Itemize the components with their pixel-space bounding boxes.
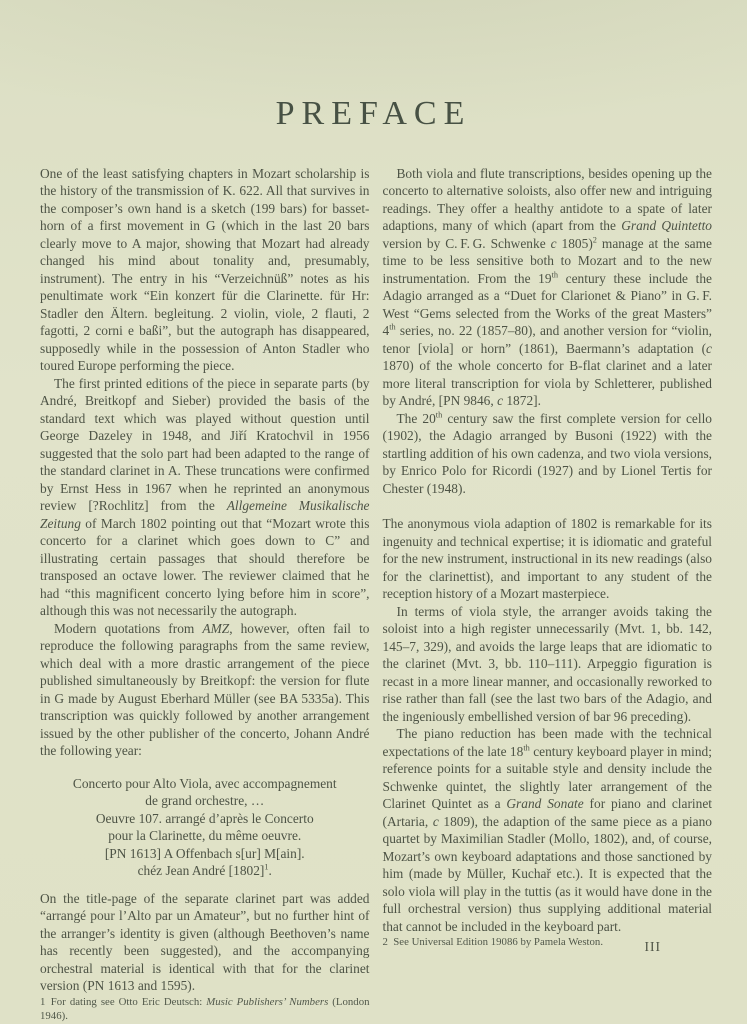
- text-run: Grand Quintetto: [621, 218, 712, 234]
- paragraph: [40, 375, 370, 620]
- text-run: AMZ: [202, 620, 230, 636]
- text-run: [PN 1613] A Offenbach s[ur] M[ain].: [104, 845, 305, 861]
- quotation-line: [40, 845, 370, 863]
- text-run: The 20: [396, 410, 436, 426]
- text-run: On the title-page of the separate clarinet part was added “arrangé pour l’Alto par un Amateur”, but no further hint of the arranger’s identity is given (although Beethoven’s name has recently been suggested), and the accompanying orchestral material is identical with that for the clarinet version (PN 1613 and 1595).: [40, 890, 370, 994]
- text-run: Both viola and flute transcriptions, besides opening up the concerto to alternative soloists, also offer new and intriguing readings. They offer a healthy antidote to a spate of later adaptions, many of which (apart from the: [382, 165, 712, 234]
- text-run: .: [268, 863, 272, 879]
- text-run: th: [551, 270, 559, 280]
- text-run: , however, often fail to reproduce the following paragraphs from the same review, which deal with a more drastic arrangement of the piece published simultaneously by Breitkopf: the version for flute in G made by August Eberhard Müller (see BA 5335a). This transcription was quickly followed by another arrangement issued by the other publisher of the concerto, Johann André the following year:: [40, 620, 370, 759]
- quotation-line: [40, 827, 370, 845]
- paragraph: [383, 515, 713, 603]
- text-run: Oeuvre 107. arrangé d’après le Concerto: [95, 810, 314, 826]
- text-run: chéz Jean André [1802]: [137, 863, 265, 879]
- quotation-line: [40, 862, 370, 880]
- footnote-2: [383, 935, 713, 950]
- paragraph: [383, 603, 713, 726]
- text-run: century these include the Adagio arranged as a “Duet for Clarionet & Piano” in G. F. West “Gems selected from the Works of the great Masters” 4: [382, 270, 712, 339]
- page-title: PREFACE: [275, 94, 472, 132]
- text-run: 1: [264, 862, 269, 872]
- text-run: c: [550, 235, 557, 251]
- text-run: The piano reduction has been made with the technical expectations of the late 18: [382, 726, 712, 759]
- paragraph: [383, 165, 713, 410]
- text-run: 1870) of the whole concerto for B-flat clarinet and a later more literal transcription for viola by Schletterer, published by André, [PN 9846,: [382, 358, 712, 409]
- quotation-line: [40, 792, 370, 810]
- text-run: series, no. 22 (1857–80), and another version for “violin, tenor [viola] or horn” (1861), Baermann’s adaptation (: [382, 323, 712, 356]
- text-run: 2 See Universal Edition 19086 by Pamela Weston.: [382, 936, 604, 949]
- quotation-line: [40, 775, 370, 793]
- text-run: c: [432, 813, 439, 829]
- text-run: version by C. F. G. Schwenke: [382, 235, 551, 251]
- paragraph: [383, 410, 713, 498]
- text-run: Modern quotations from: [54, 620, 203, 636]
- text-run: (London 1946).: [40, 995, 370, 1023]
- text-run: of March 1802 pointing out that “Mozart wrote this concerto for a clarinet which goes down to C” and illustrating certain passages that should therefore be transposed an octave lower. The reviewer claimed that he had “this magnificent concerto lying before him in score”, although this was not necessarily the autograph.: [40, 515, 370, 619]
- text-run: One of the least satisfying chapters in Mozart scholarship is the history of the transmission of K. 622. All that survives in the composer’s own hand is a sketch (199 bars) for basset-horn of a first movement in G (which in the last 20 bars clearly move to A major, showing that Mozart had already changed his mind about tonality and, presumably, instrument). The entry in his “Verzeichnüß” notes as his penultimate work “Ein konzert für die Clarinette. für Hr: Stadler den Ältern. begleitung. 2 violin, viole, 2 flauti, 2 fagotti, 2 corni e baßi”, but the autograph has disappeared, supposedly while in the possession of Anton Stadler who toured Europe performing the piece.: [40, 165, 370, 374]
- text-run: 2: [592, 235, 597, 245]
- text-run: century saw the first complete version for cello (1902), the Adagio arranged by Busoni (1922) with the startling addition of his own cadenza, and two viola versions, by Enrico Polo for Ricordi (1927) and by Lionel Tertis for Chester (1948).: [382, 410, 712, 496]
- text-run: for piano and clarinet (Artaria,: [382, 796, 713, 829]
- quotation-block: [40, 775, 370, 880]
- text-run: de grand orchestre, …: [145, 793, 265, 809]
- left-column: [40, 165, 370, 1023]
- text-run: 1809), the adaption of the same piece as a piano quartet by Maximilian Stadler (Mollo, 1802), and, of course, Mozart’s own keyboard adaptations and those sanctioned by him (made by Müller, Kuchař etc.). It is expected that the solo viola will play in the tuttis (as it would have done in the full orchestral version) thus supplying additional material that cannot be included in the keyboard part.: [382, 813, 712, 934]
- text-run: c: [497, 393, 504, 409]
- paragraph: [40, 620, 370, 760]
- text-run: 1872].: [503, 393, 541, 409]
- page-number: III: [644, 938, 661, 954]
- text-run: manage at the same time to be less sensitive both to Mozart and to the new instrumentation. From the 19: [382, 235, 712, 286]
- text-run: century keyboard player in mind; reference points for a suitable style and density include the Schwenke quintet, the slightly later arrangement of the Clarinet Quintet as a: [382, 743, 712, 812]
- text-run: Concerto pour Alto Viola, avec accompagnement: [72, 775, 337, 791]
- text-run: 1 For dating see Otto Eric Deutsch:: [40, 995, 207, 1008]
- text-run: th: [435, 410, 443, 420]
- text-run: 1805): [556, 235, 593, 251]
- text-run: pour la Clarinette, du même oeuvre.: [108, 828, 302, 844]
- text-run: th: [389, 322, 396, 332]
- text-run: Grand Sonate: [506, 796, 584, 812]
- text-run: Allgemeine Musikalische Zeitung: [40, 498, 370, 531]
- text-run: Music Publishers’ Numbers: [206, 995, 329, 1008]
- text-run: The first printed editions of the piece in separate parts (by André, Breitkopf and Sieber) provided the basis of the standard text which was played without question until George Dazeley in 1948, and Jiří Kratochvil in 1956 suggested that the solo part had been adapted to the range of the standard clarinet in A. These truncations were confirmed by Ernst Hess in 1967 when he reprinted an anonymous review [?Rochlitz] from the: [40, 375, 370, 514]
- text-run: th: [523, 743, 530, 753]
- paragraph: [383, 725, 713, 935]
- text-run: The anonymous viola adaption of 1802 is remarkable for its ingenuity and technical expertise; it is idiomatic and grateful for the new instrument, instructional in its new readings (also for the clarinettist), and important to any student of the reception history of a Mozart masterpiece.: [382, 516, 712, 602]
- text-run: In terms of viola style, the arranger avoids taking the soloist into a high register unnecessarily (Mvt. 1, bb. 142, 145–7, 329), and avoids the large leaps that are idiomatic to the clarinet (Mvt. 3, bb. 110–111). Arpeggio figuration is recast in a more linear manner, and occasionally reworked to rise rather than fall (see the last two bars of the Adagio, and the ingeniously embellished version of bar 96 preceding).: [382, 603, 712, 724]
- quotation-line: [40, 810, 370, 828]
- footnote-1: [40, 995, 370, 1024]
- paragraph: [40, 890, 370, 995]
- text-run: c: [706, 340, 712, 356]
- paragraph: [40, 165, 370, 375]
